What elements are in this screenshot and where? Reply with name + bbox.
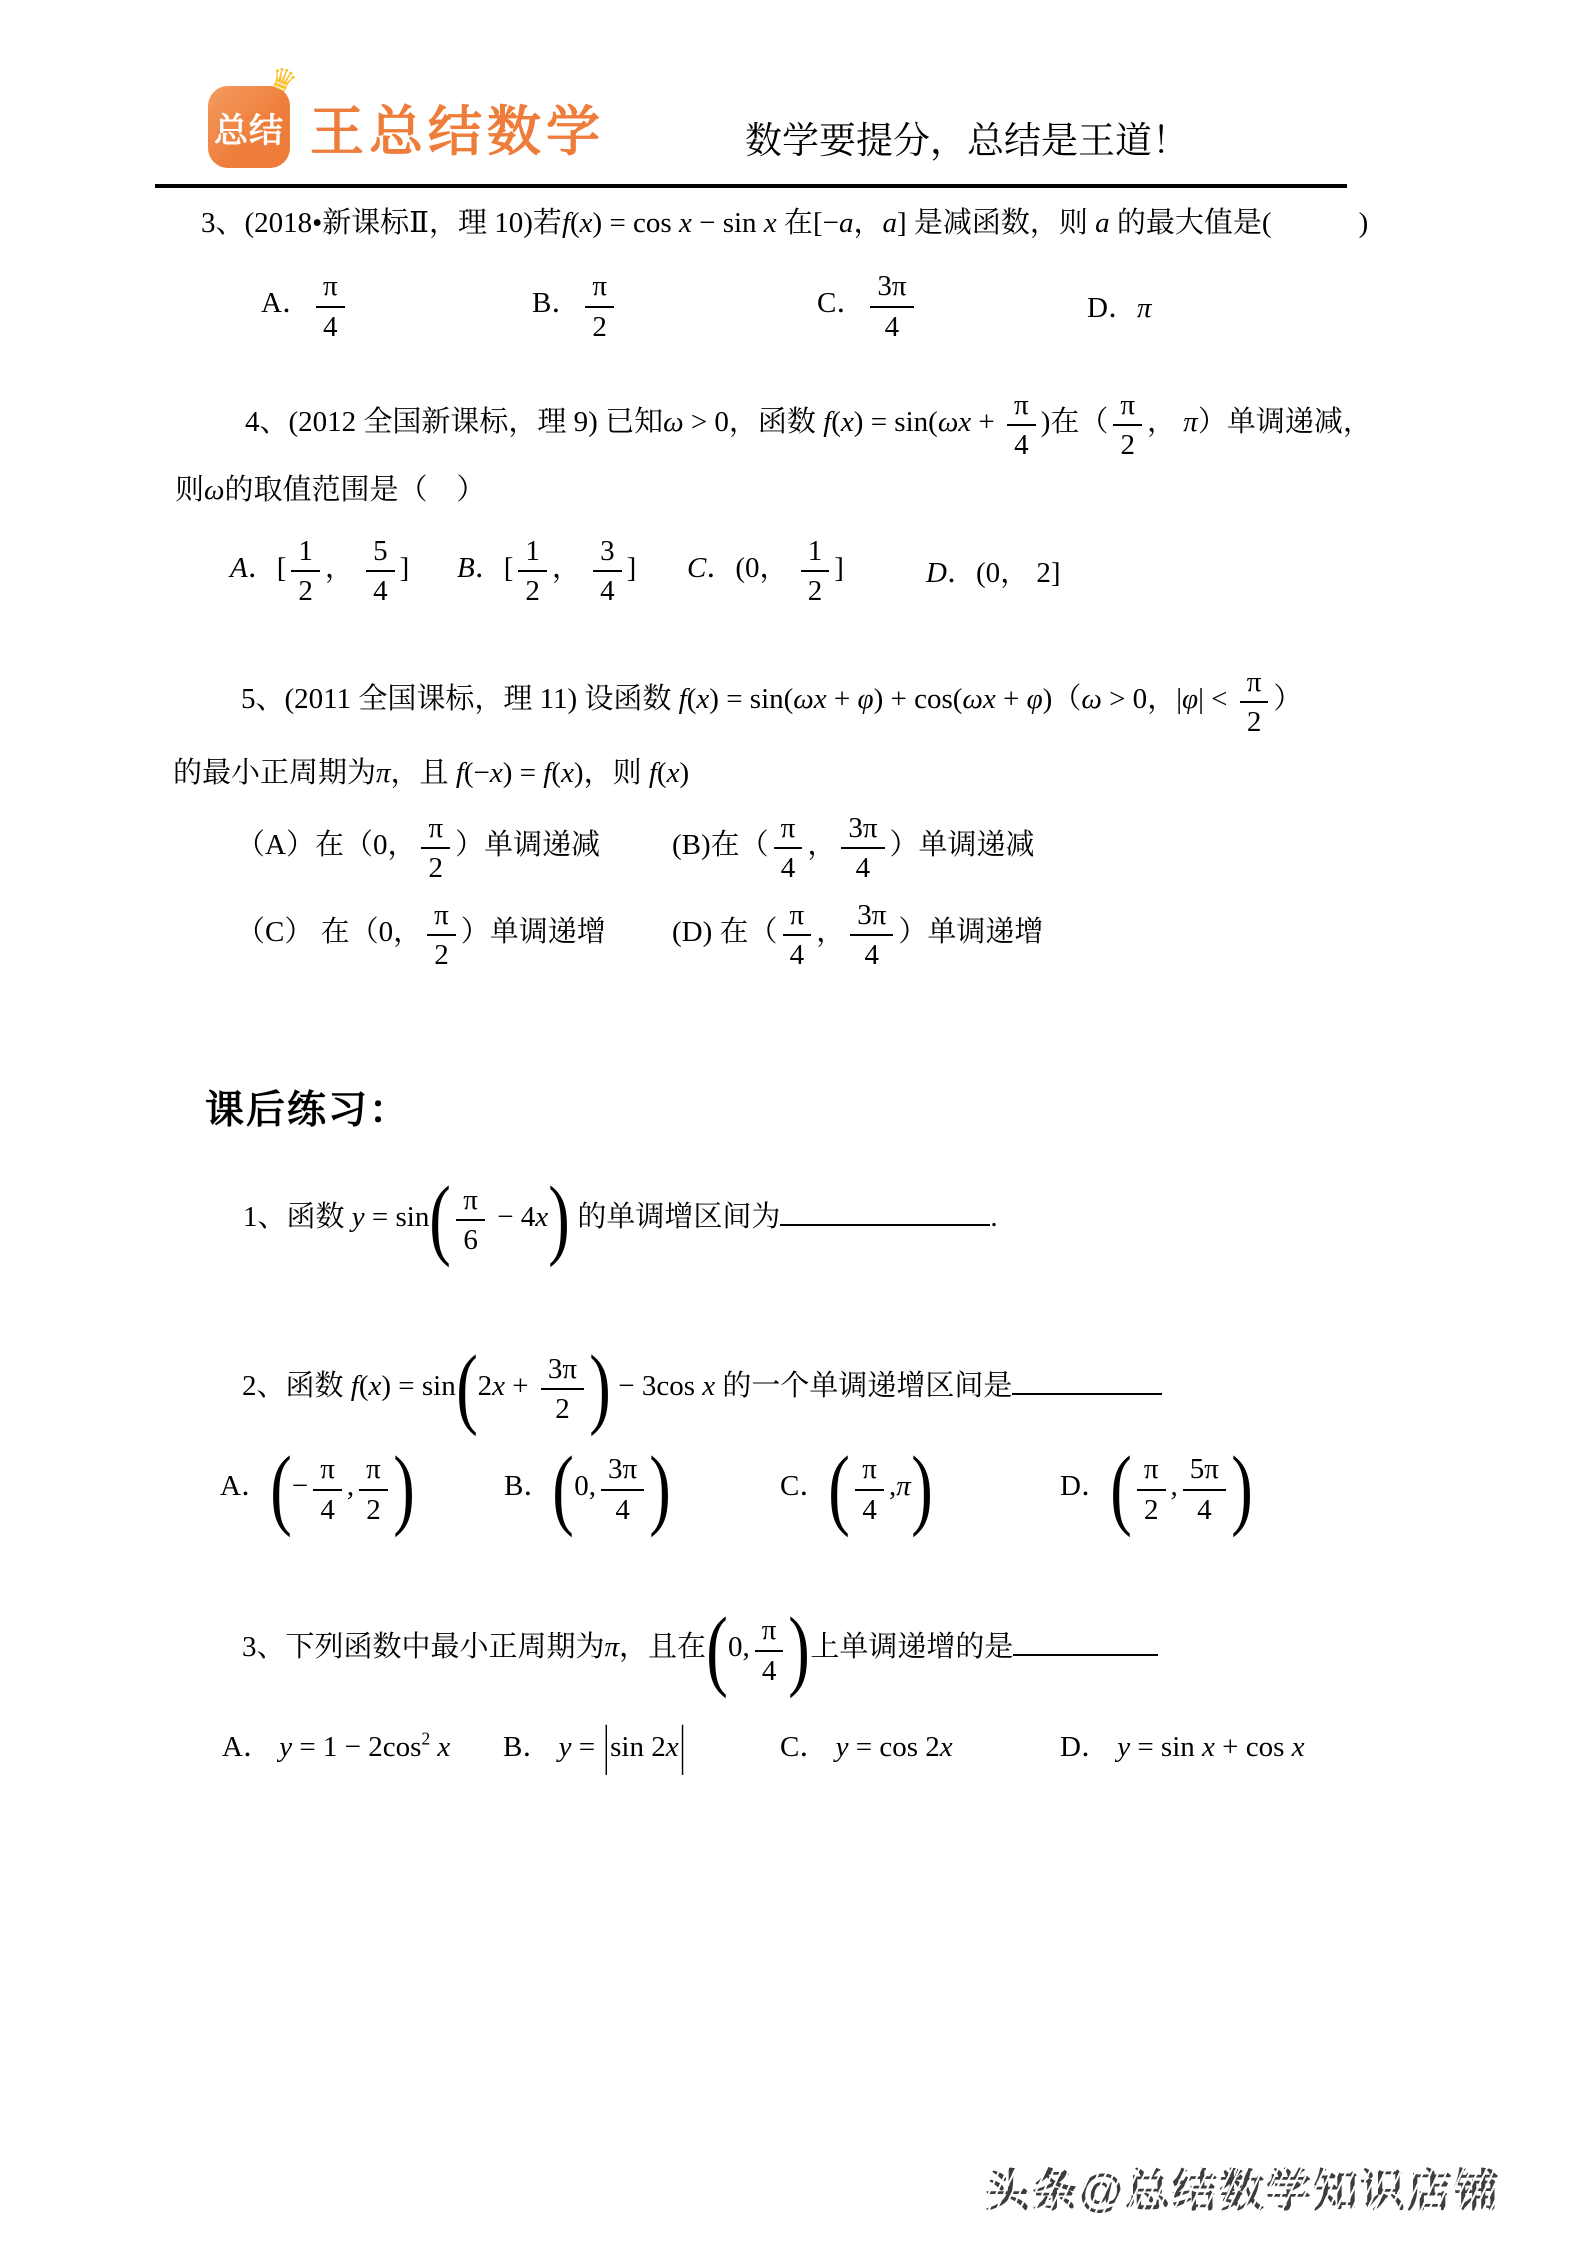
exercise-2-option-b: B．(0, $\frac{3\pi}{4}$ ) <box>504 1438 671 1538</box>
exercise-2-option-a: A．(− $\frac{\pi}{4}$ , $\frac{\pi}{2}$ ) <box>220 1438 415 1538</box>
crown-icon: ♛ <box>264 60 302 101</box>
problem-4-line2: 则ω的取值范围是（ ） <box>175 473 486 506</box>
problem-5-line1: 5、(2011 全国课标，理 11) 设函数 f(x) = sin(ωx + φ) + cos(ωx + φ)（ω > 0，|φ| < $\frac{\pi}{2}$ ） <box>241 665 1303 739</box>
problem-5-option-a: （A）在（0， $\frac{\pi}{2}$ ）单调递减 <box>236 811 601 885</box>
logo-badge-text: 总结 <box>214 111 284 150</box>
problem-4-options <box>230 534 1497 607</box>
exercise-3-line: 3、下列函数中最小正周期为π，且在(0, $\frac{\pi}{4}$ )上单调递增的是 <box>242 1613 1497 1686</box>
exercise-1: 1、函数 y = sin( $\frac{\pi}{6}$ − 4x) 的单调增区间为 . <box>243 1169 998 1269</box>
problem-5-option-c: （C） 在（0， $\frac{\pi}{2}$ ）单调递增 <box>236 898 606 972</box>
problem-4-option-d: D．(0， 2] <box>926 556 1061 589</box>
problem-4-line1: 4、(2012 全国新课标，理 9) 已知ω > 0，函数 f(x) = sin(ωx + $\frac{\pi}{4}$ )在（ $\frac{\pi}{2}$ ， π）单调递减， <box>245 389 1372 462</box>
homework-section <box>165 1079 1497 1778</box>
problem-3-option-a: A． $\frac{\pi}{4}$ <box>261 269 532 342</box>
brand-logo <box>208 60 605 168</box>
header <box>0 0 1587 168</box>
exercise-2-option-d: D．( $\frac{\pi}{2}$ , $\frac{5\pi}{4}$ ) <box>1060 1438 1253 1538</box>
problem-3-option-c: C． $\frac{3\pi}{4}$ <box>817 269 1087 342</box>
exercise-3-options <box>222 1716 1497 1778</box>
problem-5-options-ab <box>236 811 1497 884</box>
brand-name: 王总结数学 <box>310 101 605 162</box>
slogan-text: 数学要提分，总结是王道！ <box>745 119 1189 162</box>
exercise-2 <box>165 1337 1497 1538</box>
exercise-3-option-a: A． $y = 1 - 2\cos^2$ x <box>222 1728 451 1764</box>
logo-badge <box>208 60 302 168</box>
homework-heading: 课后练习： <box>205 1088 411 1132</box>
problem-3-title: 3、(2018•新课标Ⅱ，理 10)若f(x) = cos x − sin x 在[−a，a] 是减函数，则 a 的最大值是( ) <box>201 207 1369 239</box>
exercise-2-options <box>220 1438 1497 1538</box>
problem-4-option-b: B．[ $\frac{1}{2}$ ， $\frac{3}{4}$ ] <box>457 535 637 608</box>
problem-5-options-cd <box>236 898 1497 971</box>
exercise-3 <box>165 1599 1497 1778</box>
problem-5-option-d: (D) 在（ $\frac{\pi}{4}$ ， $\frac{3\pi}{4}$ ）单调递增 <box>672 898 1044 972</box>
worksheet-body <box>0 204 1587 1778</box>
exercise-2-line: 2、函数 f(x) = sin(2x + $\frac{3\pi}{2}$ ) − 3cos x 的一个单调递增区间是 <box>242 1352 1497 1425</box>
problem-4 <box>165 388 1497 607</box>
exercise-3-option-c: C． y = cos 2x <box>780 1731 953 1764</box>
problem-5-option-b: (B)在（ $\frac{\pi}{4}$ ， $\frac{3\pi}{4}$ ）单调递减 <box>672 811 1035 885</box>
problem-3-option-d: D．π <box>1087 292 1152 325</box>
watermark-text: 头条@总结数学知识店铺 <box>985 2154 1501 2219</box>
problem-5 <box>165 665 1497 971</box>
problem-5-line2: 的最小正周期为π，且 f(−x) = f(x)，则 f(x) <box>173 756 690 789</box>
exercise-2-option-c: C．( $\frac{\pi}{4}$ ,π) <box>780 1438 933 1538</box>
problem-3-options <box>261 269 1497 342</box>
exercise-3-option-b: B． y = |sin 2x| <box>503 1716 686 1778</box>
header-rule <box>155 184 1347 188</box>
exercise-3-option-d: D． y = sin x + cos x <box>1060 1731 1305 1764</box>
problem-4-option-a: A．[ $\frac{1}{2}$ ， $\frac{5}{4}$ ] <box>230 535 410 608</box>
problem-3 <box>165 204 1497 342</box>
problem-3-option-b: B． $\frac{\pi}{2}$ <box>532 269 817 342</box>
problem-4-option-c: C．(0， $\frac{1}{2}$ ] <box>687 535 844 608</box>
